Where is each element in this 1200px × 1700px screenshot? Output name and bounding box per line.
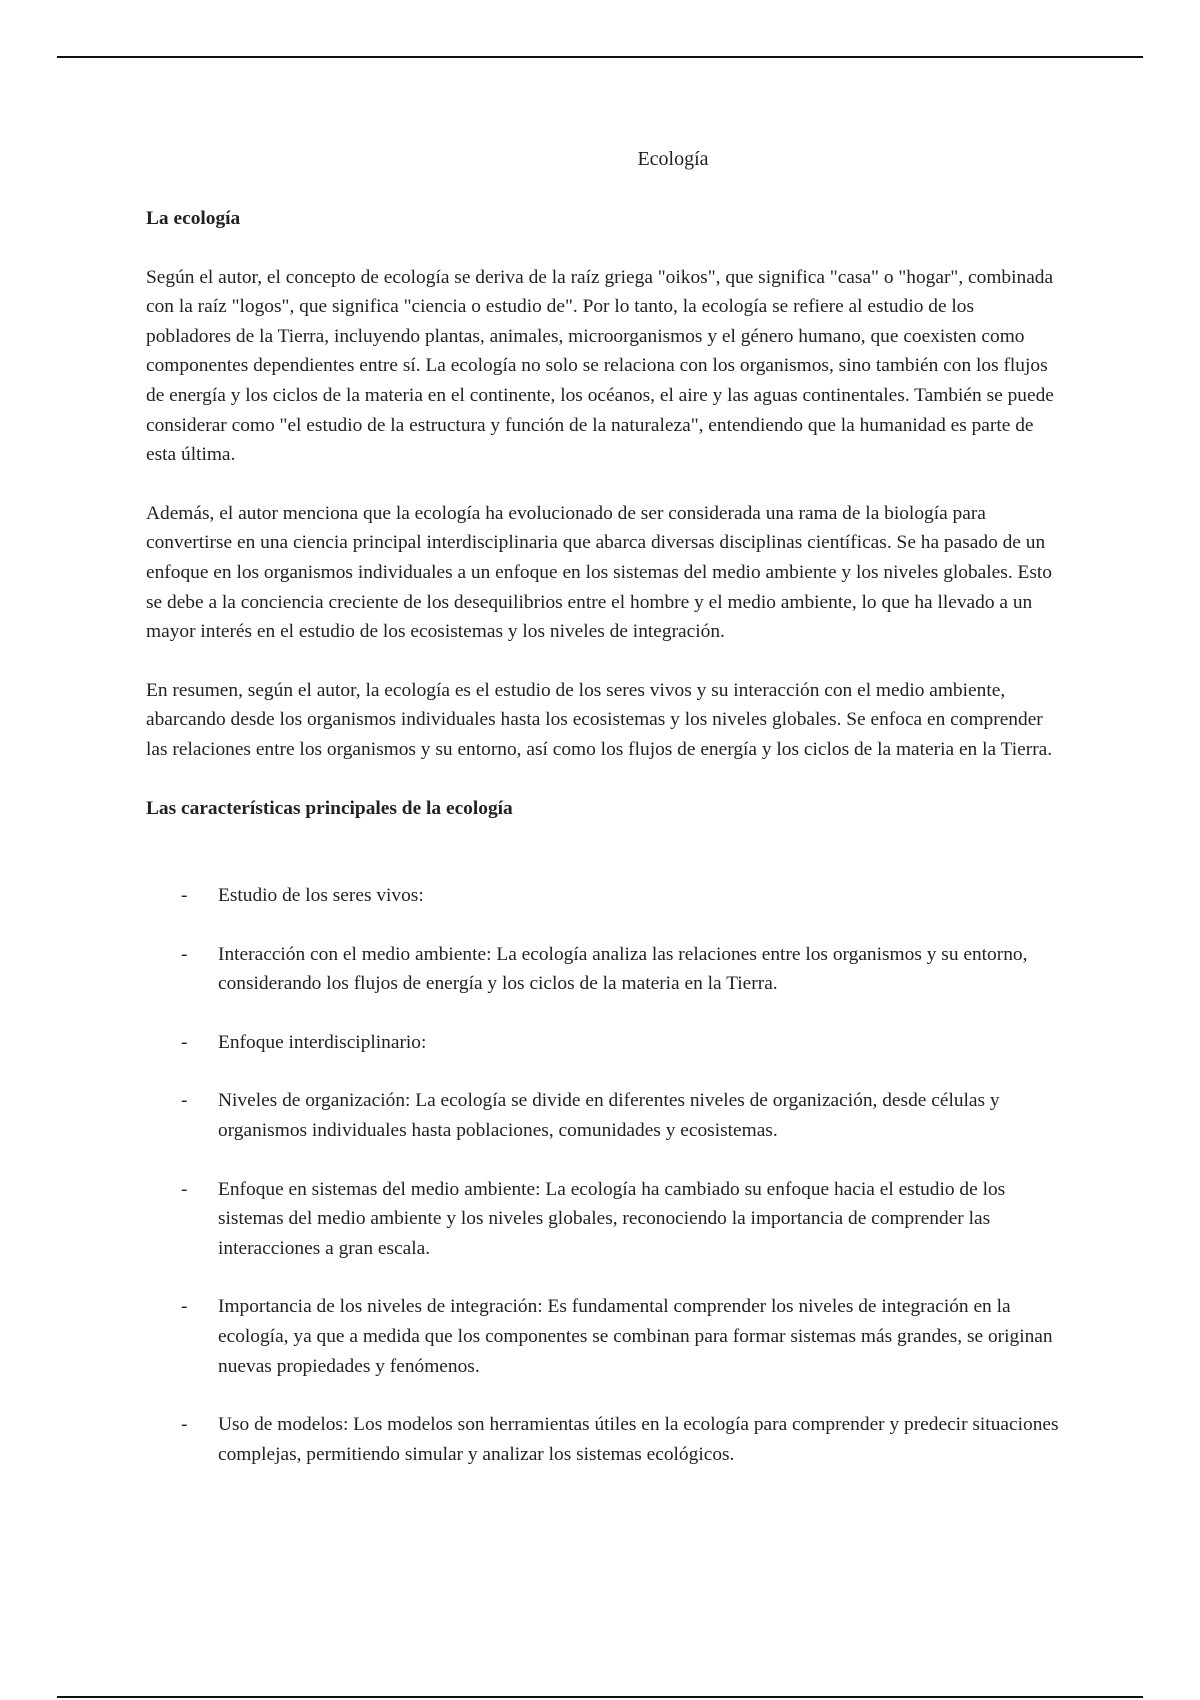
section-heading-caracteristicas: Las características principales de la ecología [146, 797, 513, 819]
paragraph: Además, el autor menciona que la ecología ha evolucionado de ser considerada una rama de la biología para convertirse en una ciencia principal interdisciplinaria que abarca diversas disciplinas científicas. Se ha pasado de un enfoque en los organismos individuales a un enfoque en los sistemas del medio ambiente y los niveles globales. Esto se debe a la conciencia creciente de los desequilibrios entre el hombre y el medio ambiente, lo que ha llevado a un mayor interés en el estudio de los ecosistemas y los niveles de integración. [146, 502, 1052, 643]
top-rule [57, 56, 1143, 58]
list-item [146, 1175, 1061, 1264]
bullet-dash: - [181, 885, 188, 907]
list-item [146, 1292, 1061, 1381]
section-heading-ecologia: La ecología [146, 208, 241, 229]
document-title: Ecología [637, 148, 709, 170]
bullet-dash: - [181, 1414, 188, 1436]
list-item-text: Interacción con el medio ambiente: La ecología analiza las relaciones entre los organismos y su entorno, considerando los flujos de energía y los ciclos de la materia en la Tierra. [218, 943, 1028, 995]
paragraph: Según el autor, el concepto de ecología se deriva de la raíz griega "oikos", que significa "casa" o "hogar", combinada con la raíz "logos", que significa "ciencia o estudio de". Por lo tanto, la ecología se refiere al estudio de los pobladores de la Tierra, incluyendo plantas, animales, microorganismos y el género humano, que coexisten como componentes dependientes entre sí. La ecología no solo se relaciona con los organismos, sino también con los flujos de energía y los ciclos de la materia en el continente, los océanos, el aire y las aguas continentales. También se puede considerar como "el estudio de la estructura y función de la naturaleza", entendiendo que la humanidad es parte de esta última. [146, 266, 1054, 466]
list-item-text: Niveles de organización: La ecología se divide en diferentes niveles de organización, desde células y organismos individuales hasta poblaciones, comunidades y ecosistemas. [218, 1090, 1000, 1142]
list-item [146, 881, 1061, 911]
list-item-text: Enfoque en sistemas del medio ambiente: La ecología ha cambiado su enfoque hacia el estudio de los sistemas del medio ambiente y los niveles globales, reconociendo la importancia de comprender las interacciones a gran escala. [218, 1178, 1006, 1259]
characteristics-list [146, 881, 1061, 1469]
bullet-dash: - [181, 943, 188, 965]
list-item-text: Uso de modelos: Los modelos son herramientas útiles en la ecología para comprender y predecir situaciones complejas, permitiendo simular y analizar los sistemas ecológicos. [218, 1414, 1059, 1465]
bullet-dash: - [181, 1178, 188, 1200]
list-item [146, 1028, 1061, 1058]
list-item [146, 1086, 1061, 1145]
list-item [146, 940, 1061, 999]
list-item-text: Importancia de los niveles de integración: Es fundamental comprender los niveles de integración en la ecología, ya que a medida que los componentes se combinan para formar sistemas más grandes, se originan nuevas propiedades y fenómenos. [218, 1296, 1053, 1377]
paragraph: En resumen, según el autor, la ecología es el estudio de los seres vivos y su interacción con el medio ambiente, abarcando desde los organismos individuales hasta los ecosistemas y los niveles globales. Se enfoca en comprender las relaciones entre los organismos y su entorno, así como los flujos de energía y los ciclos de la materia en la Tierra. [146, 679, 1053, 760]
bottom-rule [57, 1696, 1143, 1698]
document-body [146, 204, 1061, 1498]
list-item-text: Estudio de los seres vivos: [218, 885, 424, 907]
bullet-dash: - [181, 1090, 188, 1112]
list-item [146, 1410, 1061, 1469]
list-item-text: Enfoque interdisciplinario: [218, 1031, 427, 1053]
bullet-dash: - [181, 1296, 188, 1318]
bullet-dash: - [181, 1031, 188, 1053]
